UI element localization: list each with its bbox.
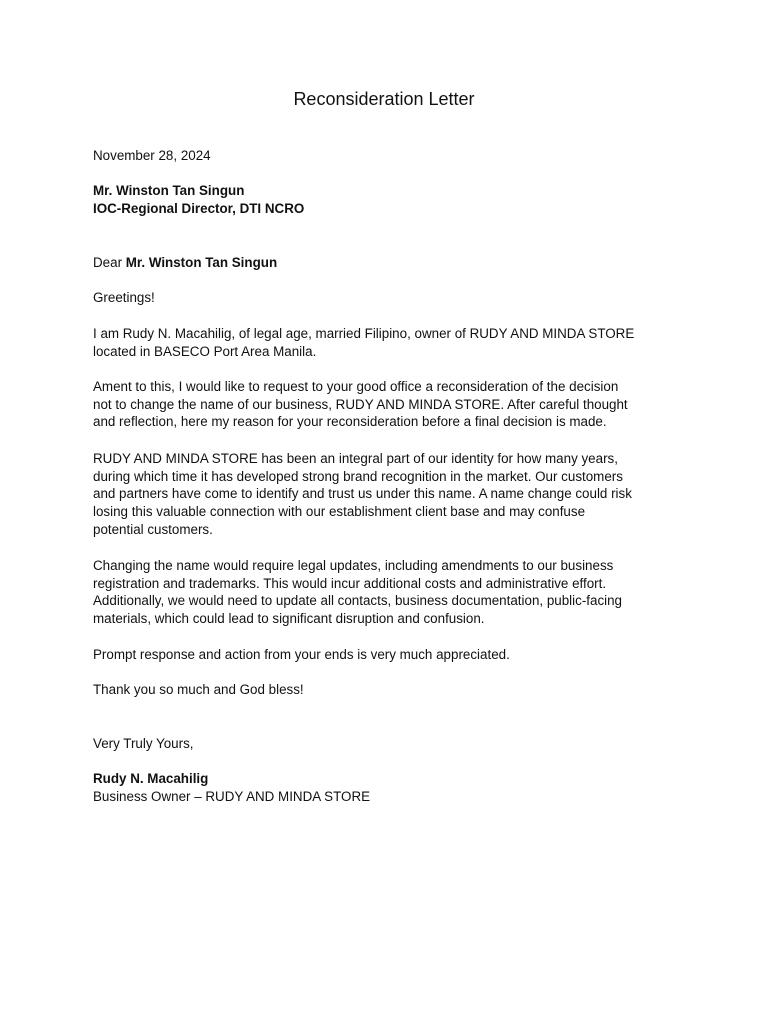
letter-date [93, 147, 683, 165]
salutation-prefix: Dear [93, 255, 126, 270]
paragraph-line: losing this valuable connection with our establishment client base and may confuse [93, 504, 586, 520]
paragraph-line: Ament to this, I would like to request to your good office a reconsideration of the decision [93, 379, 619, 394]
date-text: November 28, 2024 [93, 148, 211, 163]
signature-block [93, 770, 683, 805]
salutation-name: Mr. Winston Tan Singun [125, 255, 278, 270]
recipient-name: Mr. Winston Tan Singun [93, 183, 245, 198]
paragraph-line: not to change the name of our business, RUDY AND MINDA STORE. After careful thought [93, 396, 628, 412]
paragraph-introduction [93, 325, 683, 360]
paragraph-line: during which time it has developed strong brand recognition in the market. Our customers [93, 468, 623, 484]
paragraph-line: located in BASECO Port Area Manila. [93, 343, 317, 359]
salutation-line [93, 254, 683, 272]
recipient-position: IOC-Regional Director, DTI NCRO [93, 200, 305, 216]
paragraph-line: I am Rudy N. Macahilig, of legal age, married Filipino, owner of RUDY AND MINDA STORE [93, 326, 635, 341]
paragraph-request [93, 378, 683, 431]
recipient-block [93, 182, 683, 217]
paragraph-line: Prompt response and action from your ends is very much appreciated. [93, 647, 510, 662]
greeting [93, 289, 683, 307]
signatory-name: Rudy N. Macahilig [93, 771, 209, 786]
paragraph-costs [93, 557, 683, 628]
closing [93, 735, 683, 753]
paragraph-line: registration and trademarks. This would incur additional costs and administrative effort. [93, 575, 607, 591]
signatory-title: Business Owner – RUDY AND MINDA STORE [93, 788, 371, 804]
paragraph-line: and reflection, here my reason for your reconsideration before a final decision is made. [93, 414, 607, 430]
closing-text: Very Truly Yours, [93, 736, 194, 751]
paragraph-line: RUDY AND MINDA STORE has been an integral part of our identity for how many years, [93, 451, 618, 466]
paragraph-brand-identity [93, 450, 683, 538]
paragraph-line: Thank you so much and God bless! [93, 682, 304, 697]
paragraph-line: materials, which could lead to significant disruption and confusion. [93, 611, 485, 627]
paragraph-request-response [93, 646, 683, 664]
paragraph-line: and partners have come to identify and trust us under this name. A name change could risk [93, 486, 632, 502]
greeting-text: Greetings! [93, 290, 155, 305]
paragraph-line: Additionally, we would need to update all contacts, business documentation, public-facing [93, 593, 623, 609]
document-title: Reconsideration Letter [293, 89, 475, 109]
paragraph-thanks [93, 681, 683, 699]
paragraph-line: potential customers. [93, 521, 213, 537]
paragraph-line: Changing the name would require legal updates, including amendments to our business [93, 558, 614, 573]
salutation [93, 254, 683, 272]
